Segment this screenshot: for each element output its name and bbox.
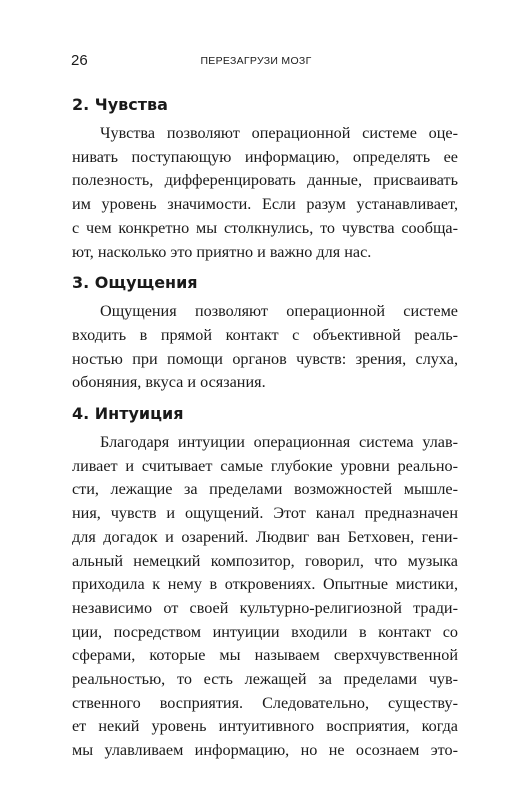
text-line: им уровень значимости. Если разум устанавливает, — [72, 195, 458, 214]
section-heading-intuition: 4. Интуиция — [72, 404, 184, 424]
text-line: ют, насколько это приятно и важно для нас. — [72, 242, 372, 261]
section-heading-feelings: 2. Чувства — [72, 95, 168, 114]
text-line: ции, посредством интуиции входили в контакт со — [72, 622, 458, 641]
text-line: ственного восприятия. Следовательно, существу- — [72, 693, 458, 712]
text-line: ностью при помощи органов чувств: зрения, слуха, — [72, 349, 458, 368]
text-line: приходила к нему в откровениях. Опытные мистики, — [72, 575, 458, 594]
running-title: ПЕРЕЗАГРУЗИ МОЗГ — [200, 55, 312, 67]
paragraph-intuition — [72, 431, 458, 763]
text-line: с чем конкретно мы столкнулись, то чувства сообща- — [72, 218, 458, 237]
text-line: Благодаря интуиции операционная система улав- — [100, 433, 458, 452]
paragraph-feelings — [72, 122, 458, 264]
text-line: независимо от своей культурно-религиозной тради- — [72, 598, 458, 617]
page-body — [72, 92, 458, 763]
paragraph-sensations — [72, 300, 458, 395]
text-line: Чувства позволяют операционной системе оце- — [100, 124, 458, 142]
text-line: мы улавливаем информацию, но не осознаем это- — [72, 741, 458, 760]
text-line: нивать поступающую информацию, определять ее — [72, 147, 458, 166]
text-line: ливает и считывает самые глубокие уровни реально- — [72, 456, 458, 475]
text-line: сферами, которые мы называем сверхчувственной — [72, 646, 458, 665]
text-line: для догадок и озарений. Людвиг ван Бетховен, гени- — [72, 527, 458, 546]
text-line: полезность, дифференцировать данные, присваивать — [72, 171, 458, 190]
text-line: обоняния, вкуса и осязания. — [72, 373, 266, 392]
text-line: сти, лежащие за пределами возможностей мышле- — [72, 480, 458, 499]
section-heading-sensations: 3. Ощущения — [72, 273, 198, 293]
page-number: 26 — [71, 52, 88, 69]
text-line: Ощущения позволяют операционной системе — [100, 302, 458, 321]
text-line: реальностью, то есть лежащей за пределами чув- — [72, 670, 458, 689]
text-line: входить в прямой контакт с объективной реаль- — [72, 325, 458, 344]
text-line: альный немецкий композитор, говорил, что музыка — [72, 551, 458, 570]
text-line: ет некий уровень интуитивного восприятия, когда — [72, 717, 458, 736]
text-line: ния, чувств и ощущений. Этот канал предназначен — [72, 504, 458, 523]
